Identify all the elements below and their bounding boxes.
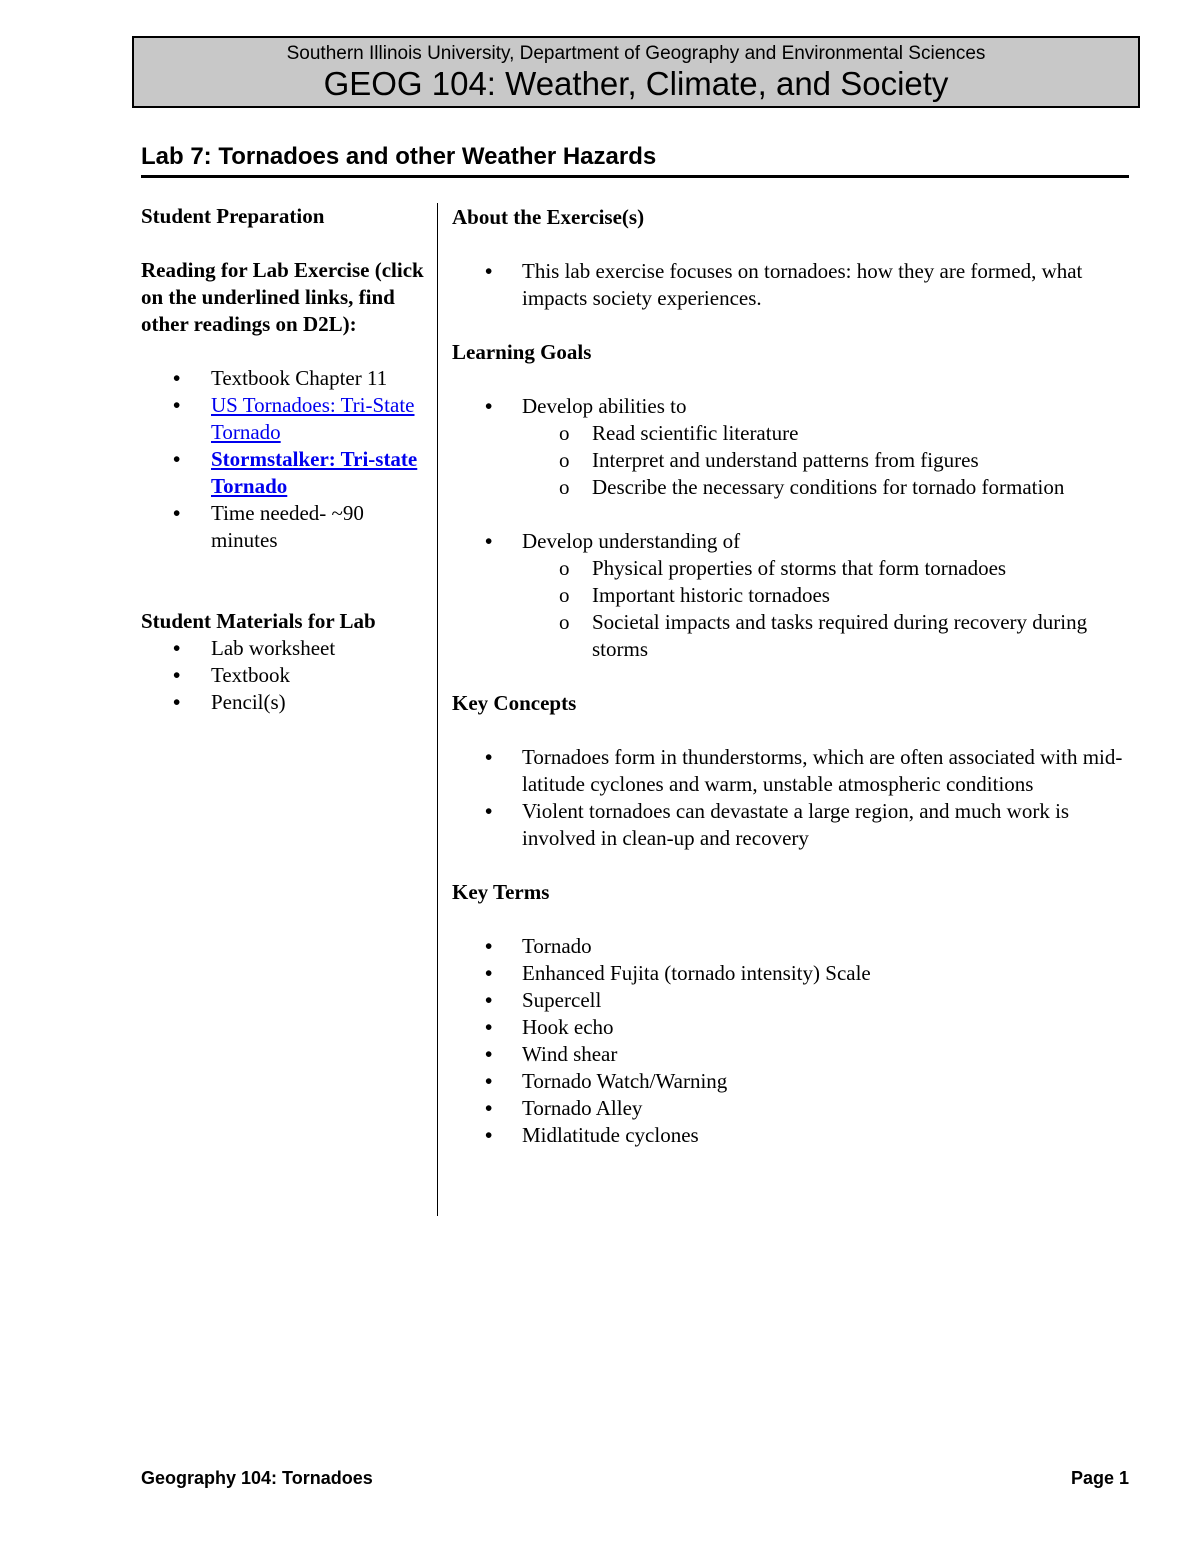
sub-item: o Describe the necessary conditions for tornado formation bbox=[452, 474, 1142, 501]
list-item: • Enhanced Fujita (tornado intensity) Scale bbox=[452, 960, 1142, 987]
us-tornadoes-link[interactable]: US Tornadoes: Tri-State Tornado bbox=[211, 393, 415, 444]
key-concepts-heading: Key Concepts bbox=[452, 691, 577, 715]
goals-list bbox=[452, 393, 1142, 501]
list-item: • Pencil(s) bbox=[141, 689, 431, 716]
right-column bbox=[452, 204, 1142, 1149]
list-item: • Wind shear bbox=[452, 1041, 1142, 1068]
concepts-list bbox=[452, 744, 1142, 852]
list-item: • Supercell bbox=[452, 987, 1142, 1014]
about-heading: About the Exercise(s) bbox=[452, 205, 645, 229]
learning-goals-heading: Learning Goals bbox=[452, 340, 592, 364]
list-item: • Tornado Watch/Warning bbox=[452, 1068, 1142, 1095]
stormstalker-link[interactable]: Stormstalker: Tri-state Tornado bbox=[211, 447, 418, 498]
page-number: Page 1 bbox=[1070, 1468, 1129, 1488]
list-item bbox=[452, 528, 1142, 663]
left-column bbox=[141, 203, 431, 716]
list-item bbox=[141, 446, 431, 500]
list-item: • Tornado bbox=[452, 933, 1142, 960]
column-divider bbox=[437, 203, 438, 1216]
course-title: GEOG 104: Weather, Climate, and Society bbox=[323, 65, 949, 102]
lab-title: Lab 7: Tornadoes and other Weather Hazards bbox=[141, 141, 1129, 178]
sub-item: o Interpret and understand patterns from figures bbox=[452, 447, 1142, 474]
goal-abilities-sublist bbox=[522, 420, 1142, 501]
footer-course: Geography 104: Tornadoes bbox=[141, 1468, 373, 1488]
list-item bbox=[141, 392, 431, 446]
list-item: • Midlatitude cyclones bbox=[452, 1122, 1142, 1149]
university-subtitle: Southern Illinois University, Department of Geography and Environmental Sciences bbox=[286, 43, 986, 64]
list-item: • Textbook Chapter 11 bbox=[141, 365, 431, 392]
sub-item: o Physical properties of storms that form tornadoes bbox=[452, 555, 1142, 582]
list-item: • Time needed- ~90 minutes bbox=[141, 500, 431, 554]
goal-understanding: Develop understanding of bbox=[522, 529, 741, 553]
sub-item: o Societal impacts and tasks required during recovery during storms bbox=[452, 609, 1142, 663]
page-footer bbox=[141, 1468, 1129, 1489]
list-item bbox=[452, 393, 1142, 501]
list-item: • Textbook bbox=[141, 662, 431, 689]
sub-item: o Important historic tornadoes bbox=[452, 582, 1142, 609]
reading-heading: Reading for Lab Exercise (click on the underlined links, find other readings on D2L): bbox=[141, 258, 424, 336]
list-item: • Violent tornadoes can devastate a large region, and much work is involved in clean-up and recovery bbox=[452, 798, 1142, 852]
sub-item: o Read scientific literature bbox=[452, 420, 1142, 447]
header-banner bbox=[132, 36, 1140, 108]
list-item: • Tornado Alley bbox=[452, 1095, 1142, 1122]
list-item: • Hook echo bbox=[452, 1014, 1142, 1041]
about-list bbox=[452, 258, 1142, 312]
terms-list bbox=[452, 933, 1142, 1149]
list-item: • This lab exercise focuses on tornadoes: how they are formed, what impacts society experiences. bbox=[452, 258, 1142, 312]
goal-abilities: Develop abilities to bbox=[522, 394, 687, 418]
reading-list bbox=[141, 365, 431, 554]
goal-understanding-sublist bbox=[522, 555, 1142, 663]
materials-list bbox=[141, 635, 431, 716]
materials-heading: Student Materials for Lab bbox=[141, 609, 376, 633]
student-preparation-heading: Student Preparation bbox=[141, 204, 325, 228]
list-item: • Tornadoes form in thunderstorms, which are often associated with mid-latitude cyclones and warm, unstable atmospheric conditions bbox=[452, 744, 1142, 798]
list-item: • Lab worksheet bbox=[141, 635, 431, 662]
goals-list-2 bbox=[452, 528, 1142, 663]
key-terms-heading: Key Terms bbox=[452, 880, 550, 904]
